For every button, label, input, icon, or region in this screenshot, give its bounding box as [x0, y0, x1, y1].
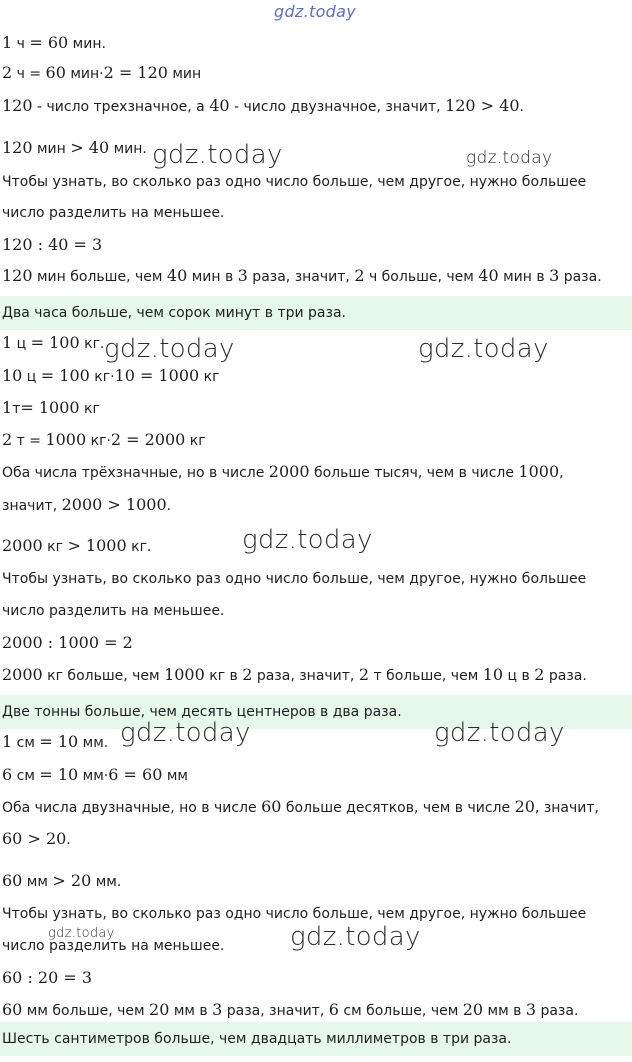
text-segment: мин в	[498, 269, 550, 285]
text-segment: т =	[12, 433, 46, 449]
text-segment: Чтобы узнать, во сколько раз одно число больше, чем другое, нужно большее	[2, 571, 587, 587]
math-expression: 120 > 40	[445, 96, 520, 115]
text-segment: .	[166, 498, 172, 514]
text-segment: т больше, чем	[369, 668, 483, 684]
watermark-logo: gdz.today	[120, 718, 251, 748]
text-segment: число разделить на меньшее.	[2, 603, 225, 619]
text-line	[0, 398, 632, 419]
math-expression: 20	[514, 797, 535, 816]
text-line	[0, 871, 632, 892]
text-segment: .	[66, 832, 71, 848]
math-expression: 3	[549, 266, 560, 285]
watermark-logo: gdz.today	[418, 334, 549, 364]
text-segment: мин·	[65, 66, 104, 82]
math-expression: 40	[478, 266, 499, 285]
math-expression: 1	[2, 732, 13, 751]
math-expression: 60 : 20 = 3	[2, 968, 93, 987]
text-segment: т	[12, 401, 21, 417]
text-line	[0, 430, 632, 451]
text-line	[0, 569, 632, 589]
math-expression: > 20	[52, 871, 92, 890]
text-line	[0, 96, 632, 117]
text-segment: число разделить на меньшее.	[2, 938, 225, 954]
watermark-logo: gdz.today	[48, 926, 115, 941]
text-segment: см	[12, 768, 40, 784]
text-line	[0, 797, 632, 818]
text-segment: мм в	[169, 1003, 213, 1019]
text-segment: кг·	[89, 369, 115, 385]
math-expression: 2	[358, 665, 370, 684]
math-expression: 3	[212, 1000, 223, 1019]
math-expression: 1000	[164, 665, 205, 684]
math-expression: 6	[328, 1000, 339, 1019]
math-expression: 120	[2, 138, 33, 157]
text-segment: больше тысяч, чем в числе	[309, 465, 519, 481]
text-segment: мм в	[483, 1003, 526, 1019]
math-expression: 120 : 40 = 3	[2, 235, 103, 254]
text-segment: мм	[22, 874, 53, 890]
math-expression: = 10	[39, 765, 79, 784]
watermark-logo: gdz.today	[274, 2, 356, 21]
text-segment: - число двузначное, значит,	[229, 99, 446, 115]
text-segment: , значит,	[534, 800, 599, 816]
text-segment: ч =	[12, 66, 46, 82]
text-segment: раза, значит,	[222, 1003, 329, 1019]
math-expression: 40	[166, 266, 188, 285]
math-expression: 3	[237, 266, 248, 285]
math-expression: 2	[242, 665, 253, 684]
text-segment: мм.	[91, 874, 122, 890]
text-segment: Оба числа трёхзначные, но в числе	[2, 465, 269, 481]
math-expression: 60 > 20	[2, 829, 67, 848]
watermark-logo: gdz.today	[104, 334, 235, 364]
math-expression: 60	[2, 871, 23, 890]
text-segment: кг·	[86, 433, 111, 449]
text-segment: мин	[167, 66, 202, 82]
text-segment: раза, значит,	[252, 668, 359, 684]
math-expression: 2	[534, 665, 545, 684]
text-segment: раза, значит,	[247, 269, 355, 285]
text-line	[0, 366, 632, 387]
text-segment: ц в	[503, 668, 535, 684]
text-line	[0, 968, 632, 989]
text-line	[0, 235, 632, 256]
text-line	[0, 63, 632, 84]
text-line	[0, 266, 632, 287]
text-segment: Чтобы узнать, во сколько раз одно число больше, чем другое, нужно большее	[2, 174, 587, 190]
math-expression: 2 = 2000	[110, 430, 186, 449]
answer-line	[0, 296, 632, 330]
watermark-logo: gdz.today	[290, 922, 421, 952]
text-segment: раза.	[536, 1003, 579, 1019]
text-segment: мм·	[78, 768, 109, 784]
text-segment: кг.	[126, 539, 152, 555]
text-segment: мин.	[109, 141, 147, 157]
math-expression: > 40	[70, 138, 110, 157]
math-expression: 2000 > 1000	[61, 495, 167, 514]
text-segment: значит,	[2, 498, 62, 514]
math-expression: = 1000	[20, 398, 80, 417]
watermark-logo: gdz.today	[466, 148, 553, 168]
math-expression: 1	[2, 398, 13, 417]
math-expression: 6	[2, 765, 13, 784]
watermark-logo: gdz.today	[434, 718, 565, 748]
math-expression: = 60	[29, 33, 69, 52]
math-expression: 20	[149, 1000, 170, 1019]
text-segment: см больше, чем	[338, 1003, 463, 1019]
text-segment: Чтобы узнать, во сколько раз одно число больше, чем другое, нужно большее	[2, 906, 587, 922]
text-line	[0, 765, 632, 786]
text-segment: Оба числа двузначные, но в числе	[2, 800, 262, 816]
text-line	[0, 203, 632, 223]
math-expression: 10	[482, 665, 504, 684]
text-segment: кг	[199, 369, 220, 385]
math-expression: 2000	[268, 462, 310, 481]
text-segment: мин больше, чем	[32, 269, 167, 285]
text-segment: кг больше, чем	[42, 668, 165, 684]
math-expression: 6 = 60	[108, 765, 163, 784]
text-segment: ,	[559, 465, 564, 481]
text-segment: мм	[162, 768, 188, 784]
text-segment: кг	[185, 433, 206, 449]
text-segment: мин в	[187, 269, 238, 285]
math-expression: 2000	[2, 665, 43, 684]
text-segment: кг.	[79, 336, 105, 352]
text-line	[0, 462, 632, 483]
math-expression: 120	[2, 266, 33, 285]
text-segment: ч	[12, 36, 30, 52]
math-expression: 2 = 120	[103, 63, 168, 82]
text-segment: .	[519, 99, 524, 115]
text-segment: кг	[42, 539, 68, 555]
text-segment: мин.	[68, 36, 106, 52]
text-line	[0, 1000, 632, 1021]
text-line	[0, 633, 632, 654]
text-line	[0, 665, 632, 686]
math-expression: 20	[462, 1000, 484, 1019]
text-segment: Два часа больше, чем сорок минут в три раза.	[2, 305, 346, 321]
text-segment: ц	[12, 336, 31, 352]
text-segment: мм.	[78, 735, 109, 751]
text-segment: - число трехзначное, а	[32, 99, 210, 115]
math-expression: 3	[525, 1000, 536, 1019]
math-expression: 2	[2, 63, 13, 82]
math-expression: 1000	[518, 462, 560, 481]
math-expression: = 10	[39, 732, 79, 751]
math-expression: 1000	[45, 430, 87, 449]
math-expression: 2	[2, 430, 13, 449]
text-segment: см	[12, 735, 40, 751]
math-expression: 1	[2, 33, 13, 52]
text-segment: кг в	[204, 668, 243, 684]
math-expression: 1	[2, 333, 13, 352]
watermark-logo: gdz.today	[242, 525, 373, 555]
math-expression: > 1000	[67, 536, 127, 555]
text-segment: число разделить на меньшее.	[2, 205, 225, 221]
math-expression: 2000 : 1000 = 2	[2, 633, 133, 652]
math-expression: 120	[2, 96, 33, 115]
text-line	[0, 829, 632, 850]
math-expression: 10 = 1000	[114, 366, 200, 385]
text-segment: ч больше, чем	[364, 269, 479, 285]
text-segment: Шесть сантиметров больше, чем двадцать миллиметров в три раза.	[2, 1031, 512, 1047]
text-segment: раза.	[544, 668, 587, 684]
text-line	[0, 172, 632, 192]
text-line	[0, 904, 632, 924]
text-segment: кг	[79, 401, 100, 417]
math-expression: 60	[2, 1000, 23, 1019]
math-expression: 2	[354, 266, 365, 285]
math-expression: = 100	[40, 366, 90, 385]
math-expression: = 100	[30, 333, 80, 352]
math-expression: 10	[2, 366, 23, 385]
text-line	[0, 33, 632, 54]
text-segment: Две тонны больше, чем десять центнеров в два раза.	[2, 704, 402, 720]
text-segment: мин	[32, 141, 71, 157]
text-segment: мм больше, чем	[22, 1003, 150, 1019]
text-segment: больше десятков, чем в числе	[281, 800, 515, 816]
watermark-logo: gdz.today	[152, 140, 283, 170]
text-line	[0, 601, 632, 621]
math-expression: 2000	[2, 536, 43, 555]
math-expression: 60	[261, 797, 282, 816]
answer-line	[0, 1022, 632, 1056]
math-expression: 40	[209, 96, 230, 115]
text-segment: ц	[22, 369, 41, 385]
math-expression: 60	[45, 63, 66, 82]
text-line	[0, 495, 632, 516]
text-segment: раза.	[559, 269, 602, 285]
